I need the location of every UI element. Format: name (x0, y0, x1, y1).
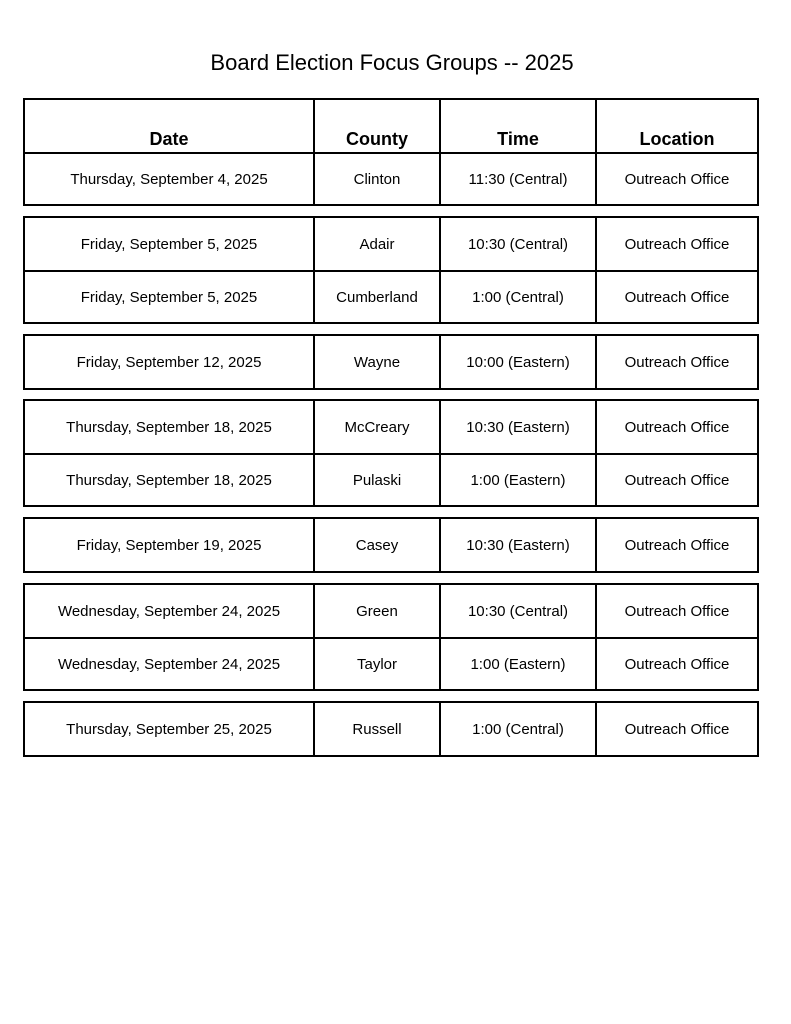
table-row (25, 336, 757, 388)
location-cell: Outreach Office (595, 585, 757, 637)
location-cell: Outreach Office (595, 336, 757, 388)
date-cell: Friday, September 19, 2025 (76, 536, 262, 554)
schedule-block (23, 334, 759, 390)
date-cell: Thursday, September 18, 2025 (66, 471, 272, 489)
county-cell: Green (313, 585, 439, 637)
table-row (25, 637, 757, 689)
table-row (25, 519, 757, 571)
header-time: Time (439, 100, 595, 152)
table-row (25, 585, 757, 637)
header-date: Date (149, 129, 189, 149)
time-cell: 1:00 (Eastern) (439, 639, 595, 689)
county-cell: Wayne (313, 336, 439, 388)
county-cell: Casey (313, 519, 439, 571)
county-cell: Russell (313, 703, 439, 755)
date-cell: Friday, September 5, 2025 (80, 288, 258, 306)
time-cell: 1:00 (Eastern) (439, 455, 595, 505)
schedule-block (23, 98, 759, 206)
location-cell: Outreach Office (595, 154, 757, 204)
date-cell: Wednesday, September 24, 2025 (57, 655, 281, 673)
schedule-block (23, 701, 759, 757)
time-cell: 10:30 (Central) (439, 585, 595, 637)
table-row (25, 218, 757, 270)
time-cell: 10:30 (Eastern) (439, 519, 595, 571)
schedule-block (23, 517, 759, 573)
time-cell: 11:30 (Central) (439, 154, 595, 204)
time-cell: 10:00 (Eastern) (439, 336, 595, 388)
time-cell: 1:00 (Central) (439, 272, 595, 322)
date-cell: Wednesday, September 24, 2025 (57, 602, 281, 620)
table-row (25, 453, 757, 505)
table-row (25, 152, 757, 204)
county-cell: Taylor (313, 639, 439, 689)
page-title: Board Election Focus Groups -- 2025 (210, 50, 574, 75)
location-cell: Outreach Office (595, 401, 757, 453)
table-row (25, 270, 757, 322)
location-cell: Outreach Office (595, 639, 757, 689)
location-cell: Outreach Office (595, 703, 757, 755)
date-cell: Thursday, September 18, 2025 (66, 418, 272, 436)
schedule-block (23, 583, 759, 691)
county-cell: Clinton (313, 154, 439, 204)
location-cell: Outreach Office (595, 272, 757, 322)
schedule-block (23, 216, 759, 324)
time-cell: 10:30 (Eastern) (439, 401, 595, 453)
header-location: Location (595, 100, 757, 152)
table-row (25, 703, 757, 755)
schedule-block (23, 399, 759, 507)
header-county: County (313, 100, 439, 152)
date-cell: Thursday, September 4, 2025 (70, 170, 268, 188)
county-cell: Adair (313, 218, 439, 270)
time-cell: 1:00 (Central) (439, 703, 595, 755)
location-cell: Outreach Office (595, 218, 757, 270)
date-cell: Thursday, September 25, 2025 (66, 720, 272, 738)
location-cell: Outreach Office (595, 455, 757, 505)
county-cell: Cumberland (313, 272, 439, 322)
time-cell: 10:30 (Central) (439, 218, 595, 270)
table-row (25, 401, 757, 453)
date-cell: Friday, September 5, 2025 (80, 235, 258, 253)
county-cell: Pulaski (313, 455, 439, 505)
table-header-row (25, 100, 757, 152)
location-cell: Outreach Office (595, 519, 757, 571)
county-cell: McCreary (313, 401, 439, 453)
date-cell: Friday, September 12, 2025 (76, 353, 262, 371)
